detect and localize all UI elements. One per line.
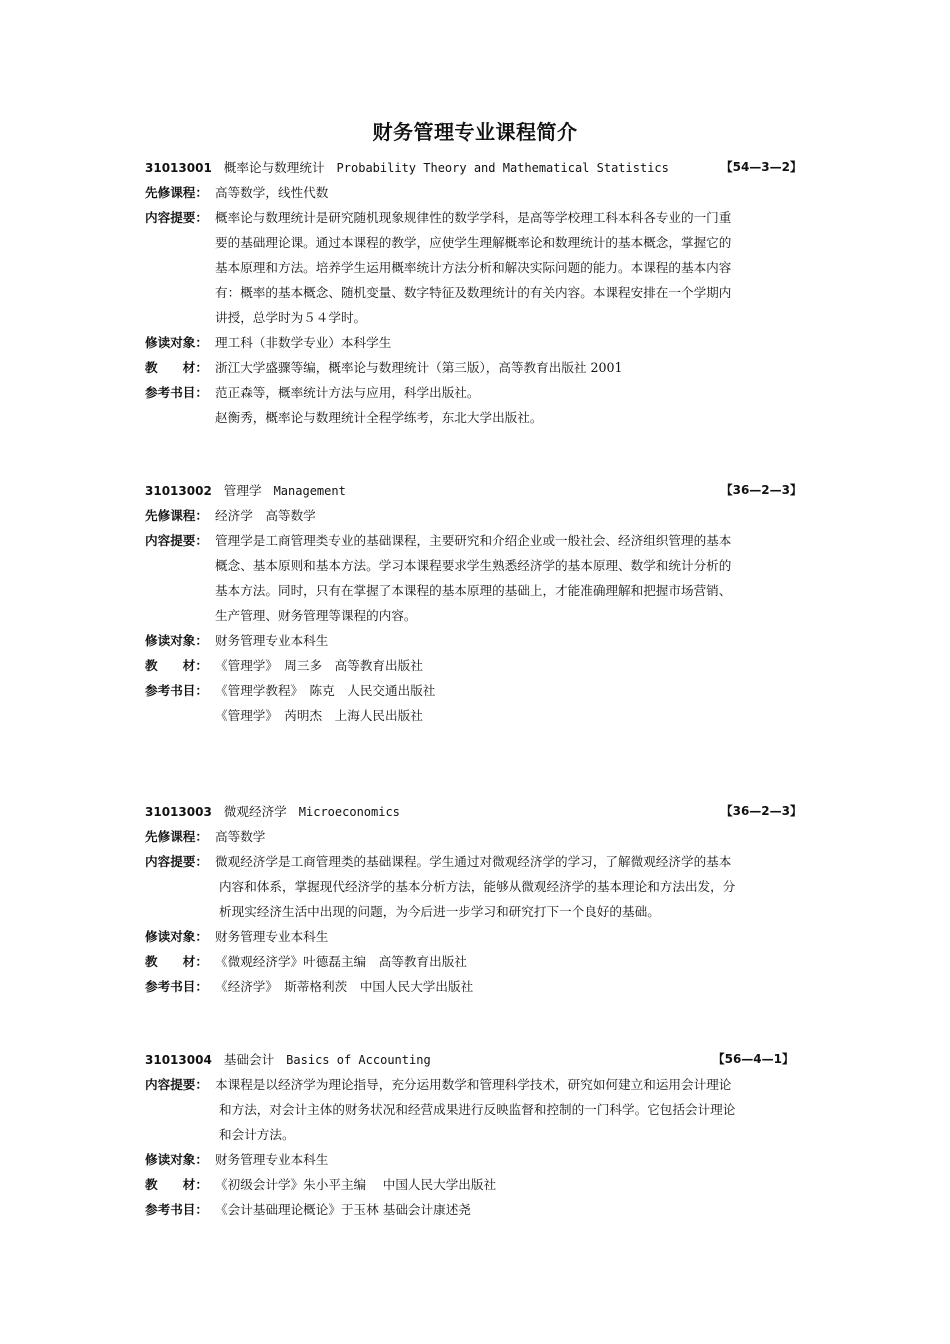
summary-line: 基本原理和方法。培养学生运用概率统计方法分析和解决实际问题的能力。本课程的基本内容 <box>215 260 732 275</box>
summary-line: 微观经济学是工商管理类的基础课程。学生通过对微观经济学的学习，了解微观经济学的基本 <box>215 854 732 869</box>
summary-line: 概率论与数理统计是研究随机现象规律性的数学学科，是高等学校理工科本科各专业的一门重 <box>215 210 732 225</box>
textbook-row <box>145 1172 810 1197</box>
prereq-label: 先修课程： <box>145 829 208 844</box>
course-hours: 【36—2—3】 <box>720 483 802 497</box>
course-31013001 <box>145 155 810 430</box>
audience-row <box>145 1147 810 1172</box>
course-code: 31013003 <box>145 805 212 819</box>
prereq-label: 先修课程： <box>145 508 208 523</box>
course-hours: 【36—2—3】 <box>720 804 802 818</box>
course-name-en: Probability Theory and Mathematical Statistics <box>336 161 669 175</box>
course-code: 31013001 <box>145 161 212 175</box>
summary-line: 有：概率的基本概念、随机变量、数字特征及数理统计的有关内容。本课程安排在一个学期内 <box>215 285 732 300</box>
summary-line: 本课程是以经济学为理论指导，充分运用数学和管理科学技术，研究如何建立和运用会计理论 <box>215 1077 732 1092</box>
prereq-row <box>145 180 810 205</box>
reference-item: 《管理学教程》 陈克 人民交通出版社 <box>215 683 436 698</box>
summary-line: 内容和体系，掌握现代经济学的基本分析方法，能够从微观经济学的基本理论和方法出发，分 <box>219 879 736 894</box>
references-label: 参考书目： <box>145 385 208 400</box>
textbook-label: 教 材： <box>145 1177 208 1192</box>
audience-row <box>145 924 810 949</box>
prereq-label: 先修课程： <box>145 185 208 200</box>
summary-label: 内容提要： <box>145 1077 208 1092</box>
prereq-value: 高等数学 <box>215 829 266 844</box>
course-name-en: Basics of Accounting <box>286 1053 431 1067</box>
prereq-row <box>145 503 810 528</box>
course-name-en: Management <box>273 484 346 498</box>
summary-row <box>145 528 810 628</box>
textbook-row <box>145 355 810 380</box>
summary-line: 基本方法。同时，只有在掌握了本课程的基本原理的基础上，才能准确理解和把握市场营销、 <box>215 583 732 598</box>
course-code: 31013002 <box>145 484 212 498</box>
prereq-value: 经济学 高等数学 <box>215 508 316 523</box>
textbook-value: 《管理学》 周三多 高等教育出版社 <box>215 658 423 673</box>
course-hours: 【54—3—2】 <box>720 160 802 174</box>
textbook-value: 《微观经济学》叶德磊主编 高等教育出版社 <box>215 954 467 969</box>
references-list <box>215 974 810 999</box>
references-row <box>145 974 810 999</box>
summary-text <box>215 205 810 330</box>
audience-value: 理工科（非数学专业）本科学生 <box>215 335 392 350</box>
course-header <box>145 155 810 180</box>
course-name-cn: 微观经济学 <box>223 804 287 819</box>
audience-label: 修读对象： <box>145 929 208 944</box>
audience-row <box>145 330 810 355</box>
summary-text <box>215 849 810 924</box>
references-row <box>145 678 810 728</box>
summary-line: 管理学是工商管理类专业的基础课程，主要研究和介绍企业或一般社会、经济组织管理的基本 <box>215 533 732 548</box>
summary-row <box>145 1072 810 1147</box>
summary-line: 生产管理、财务管理等课程的内容。 <box>215 608 417 623</box>
summary-text <box>215 528 810 628</box>
summary-label: 内容提要： <box>145 854 208 869</box>
summary-row <box>145 205 810 330</box>
reference-item: 《管理学》 芮明杰 上海人民出版社 <box>215 708 423 723</box>
page-title: 财务管理专业课程简介 <box>372 120 578 144</box>
reference-item: 范正森等，概率统计方法与应用，科学出版社。 <box>215 385 480 400</box>
references-label: 参考书目： <box>145 683 208 698</box>
summary-line: 要的基础理论课。通过本课程的教学，应使学生理解概率论和数理统计的基本概念，掌握它的 <box>215 235 732 250</box>
summary-line: 和会计方法。 <box>219 1127 295 1142</box>
course-code: 31013004 <box>145 1053 212 1067</box>
prereq-row <box>145 824 810 849</box>
textbook-value: 浙江大学盛骤等编，概率论与数理统计（第三版），高等教育出版社 2001 <box>215 360 623 375</box>
course-hours: 【56—4—1】 <box>712 1052 794 1066</box>
summary-line: 讲授，总学时为５４学时。 <box>215 310 367 325</box>
summary-label: 内容提要： <box>145 533 208 548</box>
course-name-cn: 概率论与数理统计 <box>223 160 325 175</box>
references-row <box>145 380 810 430</box>
course-header <box>145 799 810 824</box>
reference-item: 赵衡秀，概率论与数理统计全程学练考，东北大学出版社。 <box>215 410 543 425</box>
course-31013002 <box>145 478 810 728</box>
textbook-label: 教 材： <box>145 954 208 969</box>
textbook-row <box>145 949 810 974</box>
audience-label: 修读对象： <box>145 335 208 350</box>
references-label: 参考书目： <box>145 979 208 994</box>
course-header <box>145 1047 810 1072</box>
audience-value: 财务管理专业本科生 <box>215 1152 329 1167</box>
reference-item: 《经济学》 斯蒂格利茨 中国人民大学出版社 <box>215 979 474 994</box>
summary-line: 概念、基本原则和基本方法。学习本课程要求学生熟悉经济学的基本原理、数学和统计分析的 <box>215 558 732 573</box>
course-header <box>145 478 810 503</box>
reference-item: 《会计基础理论概论》于玉林 基础会计康述尧 <box>215 1202 471 1217</box>
summary-line: 析现实经济生活中出现的问题，为今后进一步学习和研究打下一个良好的基础。 <box>219 904 660 919</box>
audience-row <box>145 628 810 653</box>
audience-value: 财务管理专业本科生 <box>215 633 329 648</box>
audience-value: 财务管理专业本科生 <box>215 929 329 944</box>
textbook-row <box>145 653 810 678</box>
audience-label: 修读对象： <box>145 633 208 648</box>
textbook-value: 《初级会计学》朱小平主编 中国人民大学出版社 <box>215 1177 497 1192</box>
summary-line: 和方法，对会计主体的财务状况和经营成果进行反映监督和控制的一门科学。它包括会计理论 <box>219 1102 736 1117</box>
textbook-label: 教 材： <box>145 658 208 673</box>
textbook-label: 教 材： <box>145 360 208 375</box>
course-31013004 <box>145 1047 810 1222</box>
references-label: 参考书目： <box>145 1202 208 1217</box>
summary-text <box>215 1072 810 1147</box>
references-list <box>215 678 810 728</box>
audience-label: 修读对象： <box>145 1152 208 1167</box>
references-row <box>145 1197 810 1222</box>
prereq-value: 高等数学，线性代数 <box>215 185 329 200</box>
course-31013003 <box>145 799 810 999</box>
course-name-cn: 基础会计 <box>223 1052 275 1067</box>
references-list <box>215 1197 810 1222</box>
summary-label: 内容提要： <box>145 210 208 225</box>
course-name-en: Microeconomics <box>298 805 400 819</box>
summary-row <box>145 849 810 924</box>
course-name-cn: 管理学 <box>223 483 262 498</box>
references-list <box>215 380 810 430</box>
